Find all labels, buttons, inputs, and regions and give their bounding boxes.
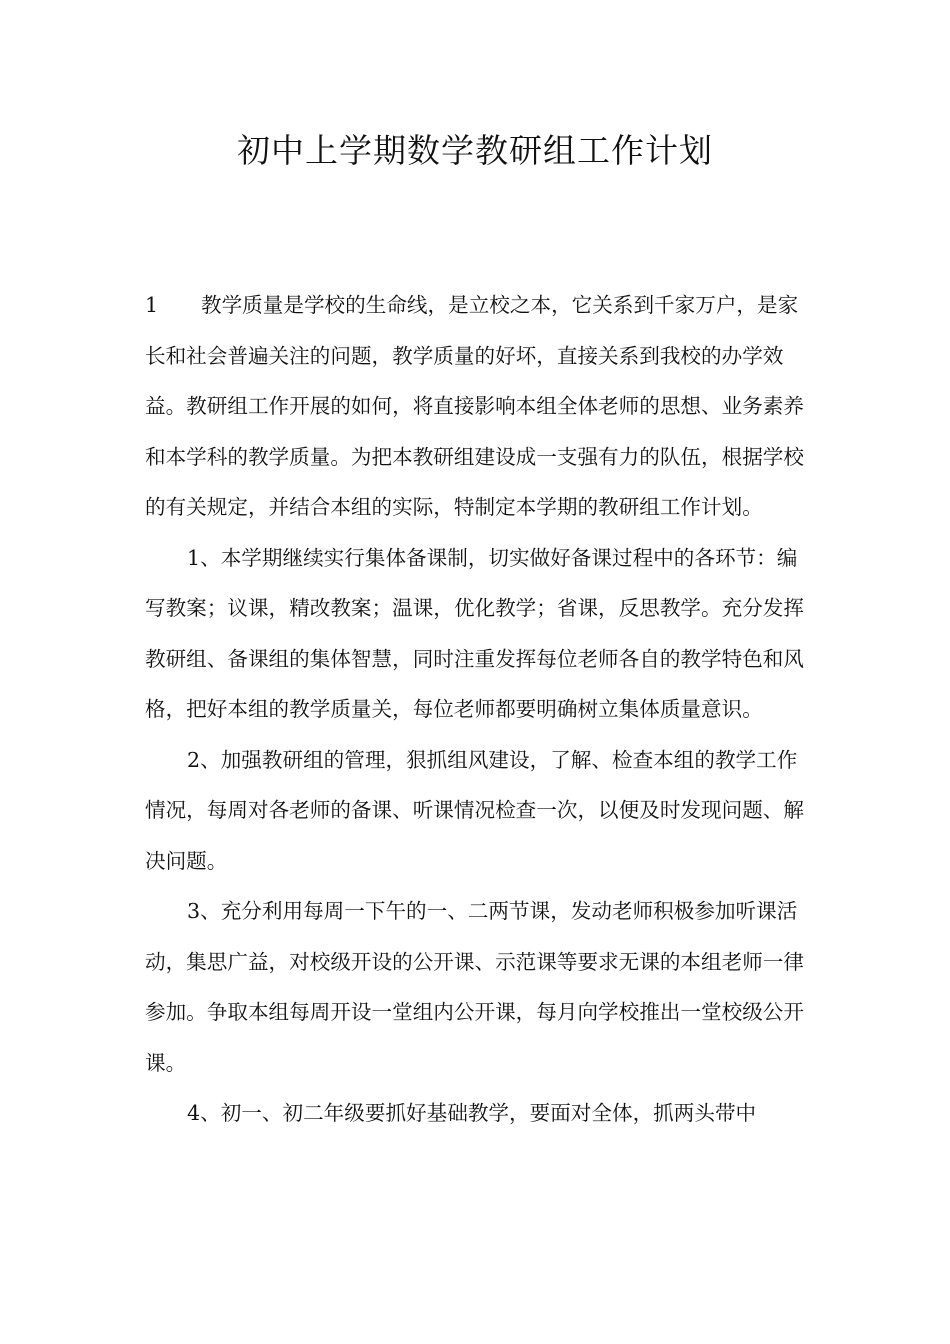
paragraph-2: 2、加强教研组的管理，狠抓组风建设，了解、检查本组的教学工作情况，每周对各老师的备课、听课情况检查一次，以便及时发现问题、解决问题。 [145,747,804,873]
paragraph-3: 3、充分利用每周一下午的一、二两节课，发动老师积极参加听课活动，集思广益，对校级开设的公开课、示范课等要求无课的本组老师一律参加。争取本组每周开设一堂组内公开课，每月向学校推出一堂校级公开课。 [145,899,804,1075]
intro-paragraph [145,280,815,533]
intro-number: 1 [145,293,159,317]
intro-text: 教学质量是学校的生命线，是立校之本，它关系到千家万户，是家长和社会普遍关注的问题，教学质量的好坏，直接关系到我校的办学效益。教研组工作开展的如何，将直接影响本组全体老师的思想、业务素养和本学科的教学质量。为把本教研组建设成一支强有力的队伍，根据学校的有关规定，并结合本组的实际，特制定本学期的教研组工作计划。 [145,293,804,519]
paragraph-1: 1、本学期继续实行集体备课制，切实做好备课过程中的各环节：编写教案；议课，精改教案；温课，优化教学；省课，反思教学。充分发挥教研组、备课组的集体智慧，同时注重发挥每位老师各自的教学特色和风格，把好本组的教学质量关，每位老师都要明确树立集体质量意识。 [145,545,804,721]
document-title: 初中上学期数学教研组工作计划 [237,131,713,170]
document-body [145,280,815,1139]
paragraph-4: 4、初一、初二年级要抓好基础教学，要面对全体，抓两头带中 [187,1101,757,1125]
